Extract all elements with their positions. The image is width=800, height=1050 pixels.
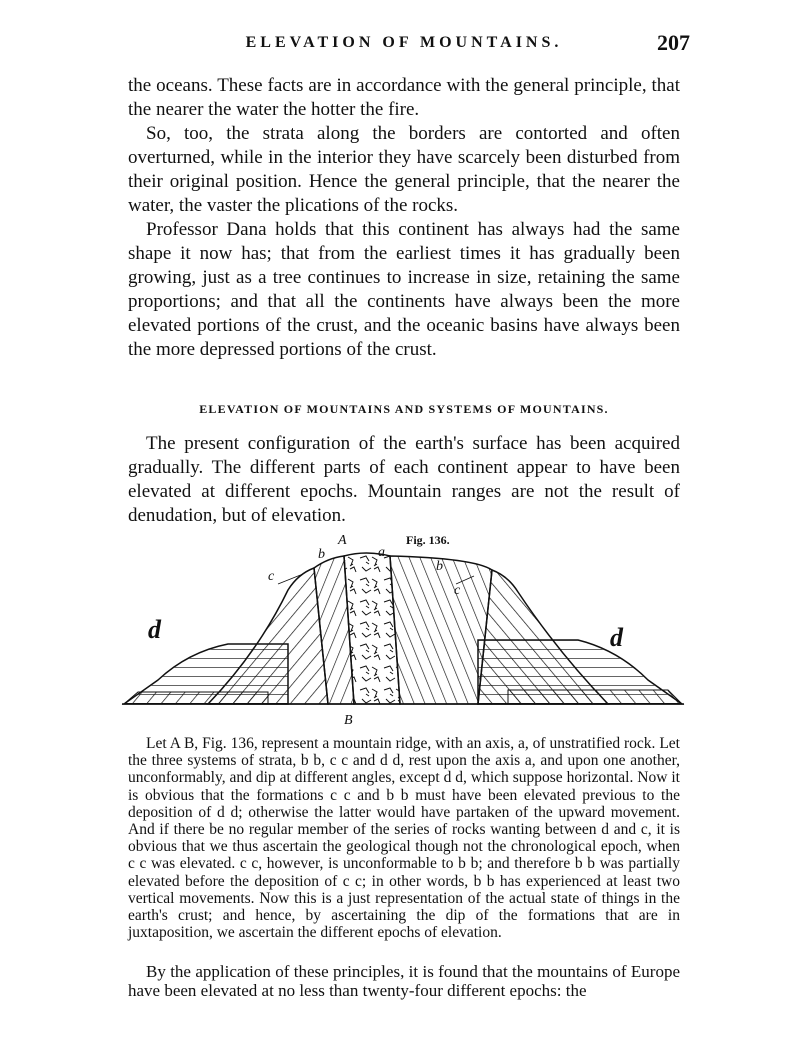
mountain-cross-section-diagram [118, 532, 688, 730]
section-body-top [128, 74, 680, 362]
paragraph-dana: Professor Dana holds that this continent has always had the same shape it now has; that from the earliest times it has gradually been growing, just as a tree continues to increase in size, retaining the same proportions; and that all the continents have always been the more elevated portions of the crust, and the oceanic basins have always been the more depressed portions of the crust. [128, 219, 680, 360]
paragraph-oceans: the oceans. These facts are in accordance with the general principle, that the nearer the water the hotter the fire. [128, 75, 680, 120]
strata-c-left [208, 568, 328, 704]
label-A: A [338, 533, 347, 548]
section-heading: ELEVATION OF MOUNTAINS AND SYSTEMS OF MOUNTAINS. [199, 402, 609, 416]
paragraph-configuration: The present configuration of the earth's surface has been acquired gradually. The different parts of each continent appear to have been elevated at different epochs. Mountain ranges are not the result of denudation, but of elevation. [128, 433, 680, 526]
label-B: B [344, 713, 353, 728]
strata-b-right [390, 556, 492, 704]
paragraph-let-ab: Let A B, Fig. 136, represent a mountain ridge, with an axis, a, of unstratified rock. Let the three systems of strata, b b, c c and d d, rest upon the axis a, and upon one another, unconformably, and dip at different angles, except d d, which suppose horizontal. Now it is obvious that the formations c c and b b must have been elevated previous to the deposition of d d; otherwise the latter would have partaken of the upward movement. And if there be no regular member of the series of rocks wanting between d and c, it is obvious that we thus ascertain the geological though not the chronological epoch, when c c was elevated. c c, however, is unconformable to b b; and therefore b b was partially elevated before the deposition of c c; in other words, b b has experienced at least two vertical movements. Now this is a just representation of the actual state of things in the earth's crust; and hence, by ascertaining the dip of the formations that are in juxtaposition, we ascertain the different epochs of elevation. [128, 735, 680, 942]
figure-explanation [128, 735, 680, 941]
section-body-bottom [128, 962, 680, 1000]
axis-unstratified-rock [344, 553, 400, 704]
label-c-left: c [268, 569, 275, 584]
figure-caption: Fig. 136. [406, 533, 450, 547]
label-b-right: b [436, 559, 443, 574]
paragraph-application: By the application of these principles, it is found that the mountains of Europe have been elevated at no less than twenty-four different epochs: the [128, 962, 680, 1000]
label-c-right: c [454, 583, 461, 598]
label-d-right: d [610, 623, 623, 652]
page-number: 207 [657, 30, 690, 55]
strata-c-right [478, 570, 608, 704]
section-body-elevation [128, 432, 680, 528]
running-head: ELEVATION OF MOUNTAINS. [245, 34, 563, 51]
label-d-left: d [148, 615, 161, 644]
label-a: a [378, 545, 385, 560]
paragraph-strata: So, too, the strata along the borders are contorted and often overturned, while in the interior they have scarcely been disturbed from their original position. Hence the general principle, that the nearer the water, the vaster the plications of the rocks. [128, 123, 680, 216]
label-b-left: b [318, 547, 325, 562]
figure-mountain-section [118, 532, 688, 730]
